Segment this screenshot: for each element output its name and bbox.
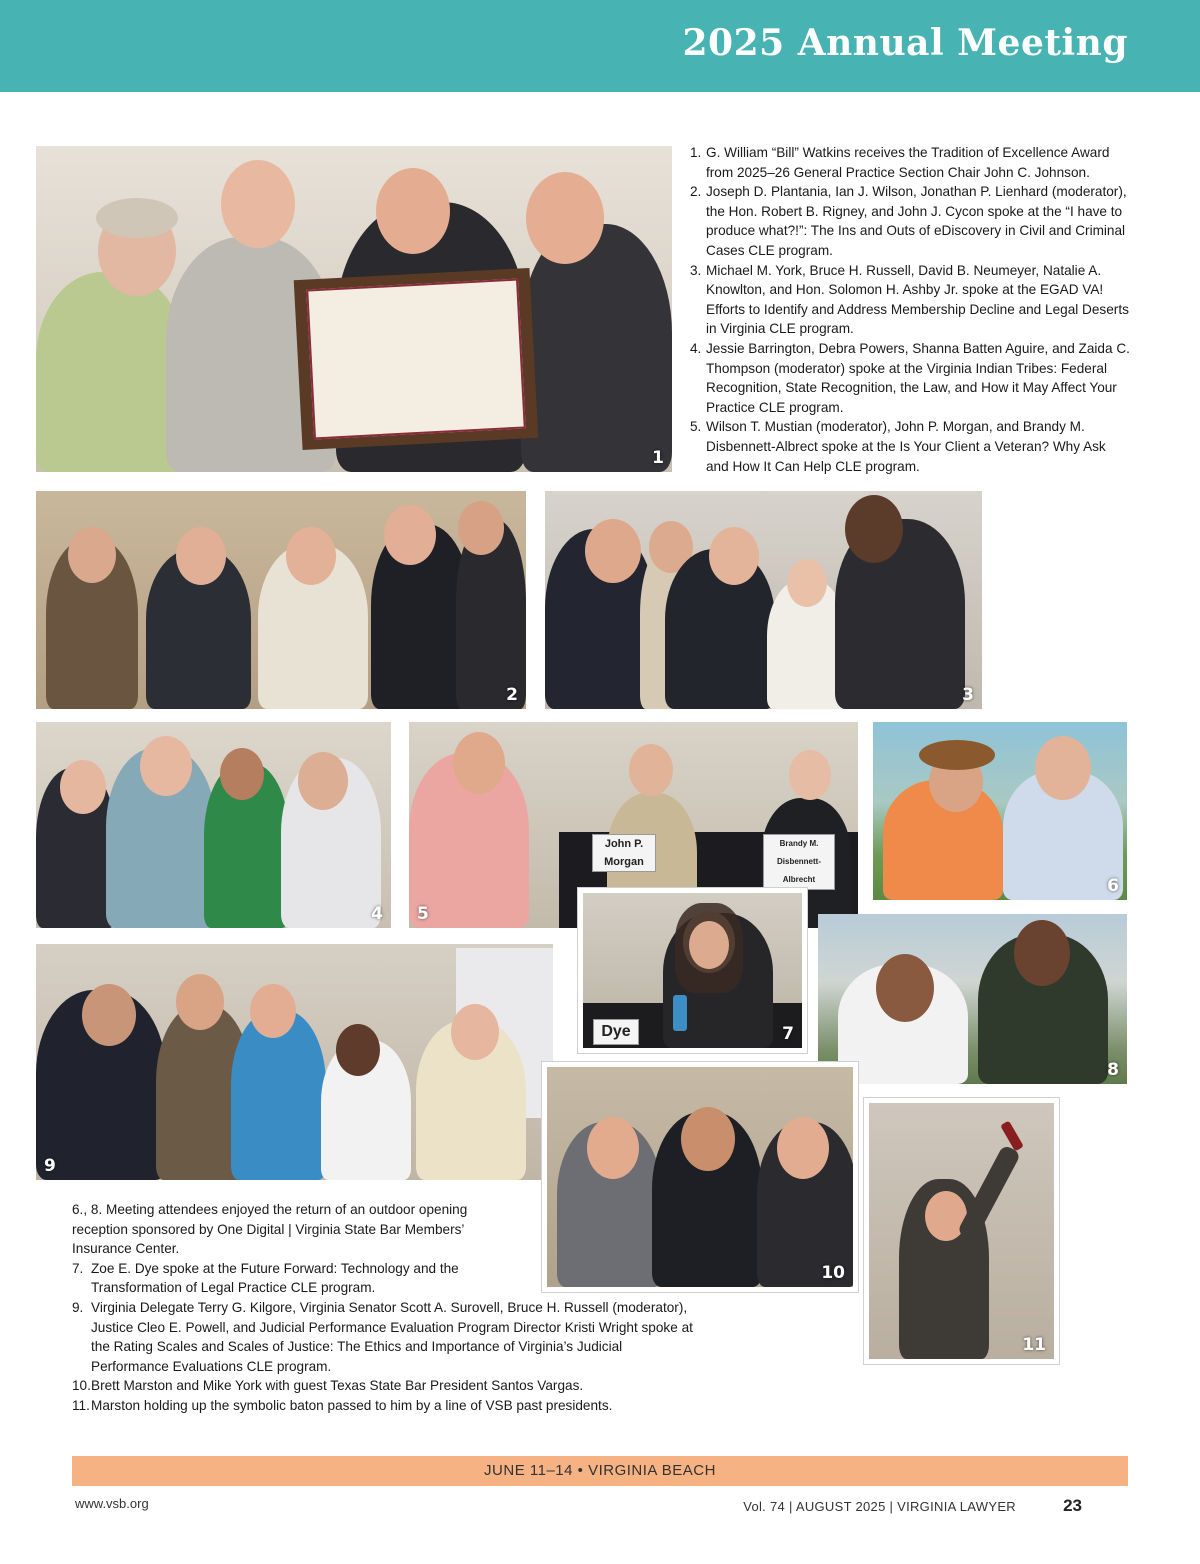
caption-item: 9. Virginia Delegate Terry G. Kilgore, Virginia Senator Scott A. Surovell, Bruce H. Russell (moderator), Justice Cleo E. Powell, and Judicial Performance Evaluation Program Director Kristi Wright spoke at the Rating Scales and Scales of Justice: The Ethics and Importance of Virginia’s Judicial Performance Evaluations CLE program. bbox=[72, 1299, 693, 1374]
nameplate-disbennett: Brandy M. Disbennett-Albrecht bbox=[763, 834, 835, 890]
photo-number: 4 bbox=[371, 904, 383, 924]
photo-7 bbox=[578, 888, 807, 1053]
photo-9 bbox=[36, 944, 553, 1180]
event-dates: JUNE 11–14 • VIRGINIA BEACH bbox=[484, 1462, 716, 1479]
caption-item: 3. Michael M. York, Bruce H. Russell, David B. Neumeyer, Natalie A. Knowlton, and Hon. Solomon H. Ashby Jr. spoke at the EGAD VA! Efforts to Identify and Address Membership Decline and Legal Deserts in Virginia CLE program. bbox=[690, 262, 1129, 337]
caption-item: 11. Marston holding up the symbolic baton passed to him by a line of VSB past presidents. bbox=[72, 1397, 613, 1413]
nameplate-morgan: John P. Morgan bbox=[592, 834, 656, 872]
caption-item: 10. Brett Marston and Mike York with guest Texas State Bar President Santos Vargas. bbox=[72, 1378, 584, 1394]
photo-number: 6 bbox=[1107, 876, 1119, 896]
photo-number: 11 bbox=[1022, 1335, 1046, 1355]
photo-number: 9 bbox=[44, 1156, 56, 1176]
photo-number: 5 bbox=[417, 904, 429, 924]
page-title: 2025 Annual Meeting bbox=[682, 22, 1128, 64]
nameplate-dye: Dye bbox=[593, 1019, 639, 1045]
photo-11 bbox=[864, 1098, 1059, 1364]
photo-number: 3 bbox=[962, 685, 974, 705]
caption-item: 4. Jessie Barrington, Debra Powers, Shanna Batten Aguire, and Zaida C. Thompson (moderator) spoke at the Virginia Indian Tribes: Federal Recognition, State Recognition, the Law, and How it May Affect Your Practice CLE program. bbox=[690, 340, 1130, 415]
photo-3 bbox=[545, 491, 982, 709]
page-number: 23 bbox=[1063, 1496, 1082, 1515]
caption-list-top bbox=[690, 143, 1130, 476]
photo-6 bbox=[873, 722, 1127, 900]
photo-number: 2 bbox=[506, 685, 518, 705]
photo-number: 10 bbox=[821, 1263, 845, 1283]
footer-volume: Vol. 74 | AUGUST 2025 | VIRGINIA LAWYER bbox=[743, 1499, 1016, 1514]
photo-2 bbox=[36, 491, 526, 709]
photo-8 bbox=[818, 914, 1127, 1084]
header-banner bbox=[0, 0, 1200, 92]
footer-band bbox=[72, 1456, 1128, 1486]
caption-item: 7. Zoe E. Dye spoke at the Future Forward: Technology and the Transformation of Legal Practice CLE program. bbox=[72, 1260, 459, 1296]
photo-4 bbox=[36, 722, 391, 928]
photo-1 bbox=[36, 146, 672, 472]
caption-item: 5. Wilson T. Mustian (moderator), John P. Morgan, and Brandy M. Disbennett-Albrect spoke at the Is Your Client a Veteran? Why Ask and How It Can Help CLE program. bbox=[690, 419, 1106, 474]
photo-number: 1 bbox=[652, 448, 664, 468]
caption-item: 6., 8. Meeting attendees enjoyed the return of an outdoor opening reception sponsored by One Digital | Virginia State Bar Members’ Insurance Center. bbox=[72, 1202, 468, 1257]
caption-item: 1. G. William “Bill” Watkins receives the Tradition of Excellence Award from 2025–26 General Practice Section Chair John C. Johnson. bbox=[690, 145, 1110, 180]
caption-list-bottom bbox=[72, 1200, 702, 1416]
photo-number: 8 bbox=[1107, 1060, 1119, 1080]
footer-url[interactable]: www.vsb.org bbox=[75, 1496, 149, 1511]
caption-item: 2. Joseph D. Plantania, Ian J. Wilson, Jonathan P. Lienhard (moderator), the Hon. Robert B. Rigney, and John J. Cycon spoke at the “I have to produce what?!”: The Ins and Outs of eDiscovery in Civil and Criminal Cases CLE program. bbox=[690, 184, 1127, 258]
photo-number: 7 bbox=[782, 1024, 794, 1044]
